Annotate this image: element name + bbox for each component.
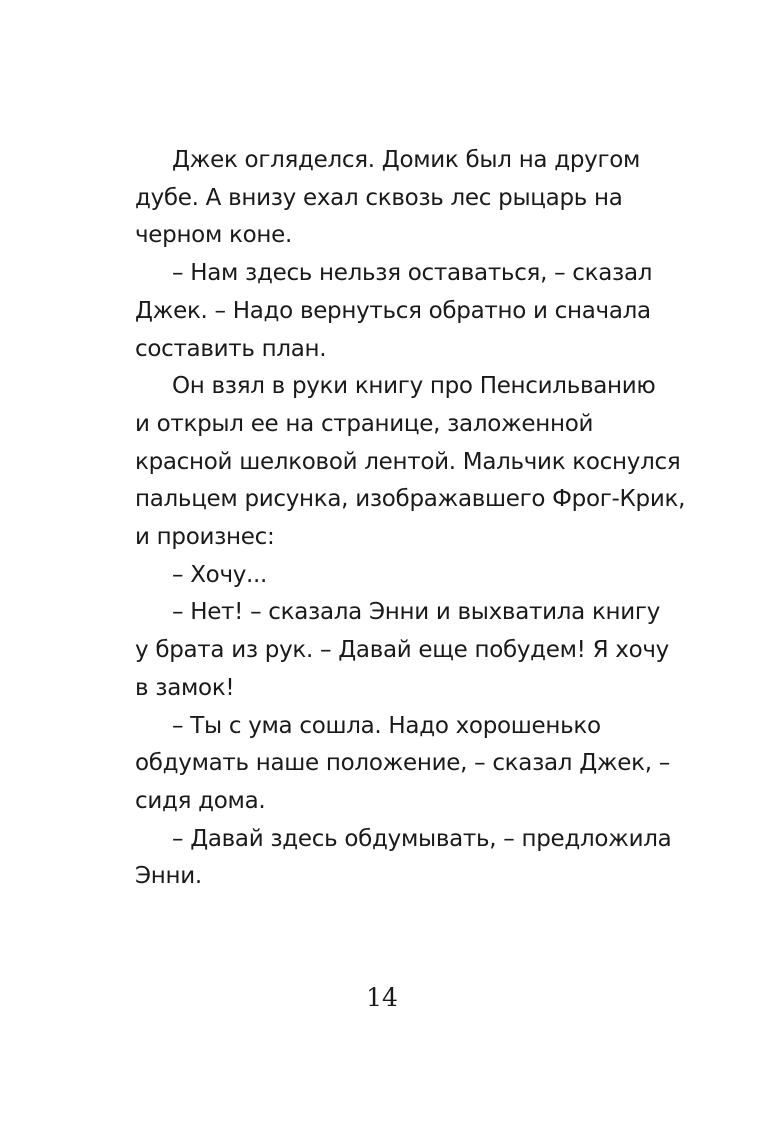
text-line: и произнес: — [135, 524, 275, 551]
text-line: – Нам здесь нельзя оставаться, – сказал — [172, 260, 653, 287]
text-line: и открыл ее на странице, заложенной — [135, 410, 594, 437]
paragraph-7 — [135, 821, 672, 896]
text-line: дубе. А внизу ехал сквозь лес рыцарь на — [135, 184, 623, 211]
text-line: Он взял в руки книгу про Пенсильванию — [172, 373, 656, 400]
paragraph-2 — [135, 255, 655, 368]
text-line: – Ты с ума сошла. Надо хорошенько — [172, 712, 601, 739]
paragraph-4 — [135, 557, 655, 595]
text-line: Джек. – Надо вернуться обратно и сначала — [135, 297, 651, 324]
paragraph-1 — [135, 142, 655, 255]
text-line: Энни. — [135, 863, 202, 890]
text-line: у брата из рук. – Давай еще побудем! Я хочу — [135, 637, 669, 664]
text-line: черном коне. — [135, 222, 292, 249]
text-line: в замок! — [135, 674, 235, 701]
text-line: Джек огляделся. Домик был на другом — [172, 147, 641, 173]
text-line: красной шелковой лентой. Мальчик коснулся — [135, 448, 681, 475]
paragraph-3 — [135, 368, 686, 557]
text-line: составить план. — [135, 335, 327, 362]
text-line: – Нет! – сказала Энни и выхватила книгу — [172, 599, 661, 626]
paragraph-6 — [135, 708, 670, 821]
text-line: – Давай здесь обдумывать, – предложила — [172, 825, 672, 852]
paragraph-5 — [135, 594, 669, 707]
text-line: – Хочу... — [172, 561, 268, 588]
text-line: обдумать наше положение, – сказал Джек, – — [135, 750, 670, 777]
text-line: сидя дома. — [135, 787, 266, 814]
body-text — [135, 142, 686, 896]
page-number: 14 — [366, 983, 398, 1012]
text-line: пальцем рисунка, изображавшего Фрог-Крик, — [135, 486, 686, 513]
